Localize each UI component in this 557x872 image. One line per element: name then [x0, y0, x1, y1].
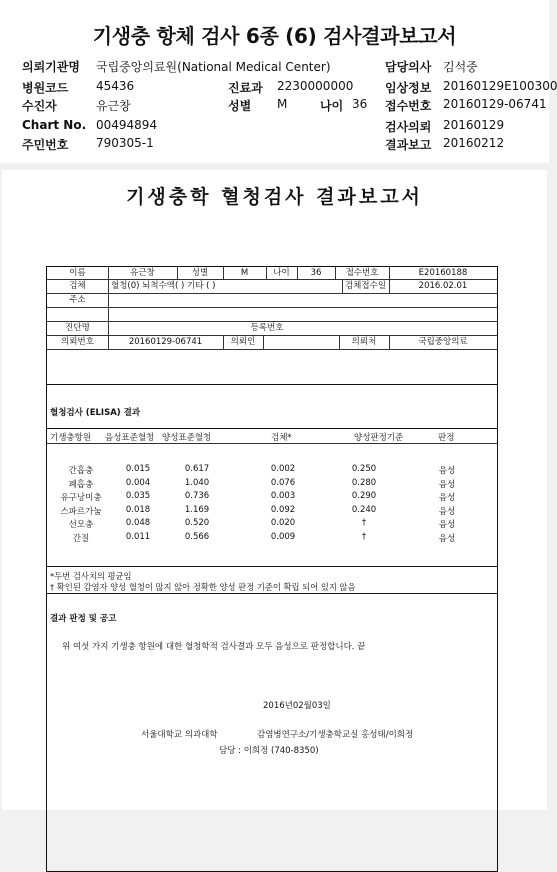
institute-signature: 감염병연구소/기생충학교실 홍성태/이희정	[257, 730, 414, 740]
age-label: 나이	[273, 268, 290, 278]
specimen-value: 혈청(0) 뇌척수액( ) 기타 ( )	[111, 281, 216, 291]
report-date-label: 결과보고	[385, 138, 432, 152]
request-number-value: 20160129-06741	[128, 337, 203, 347]
department-label: 진료과	[228, 81, 263, 95]
report-header-panel	[0, 0, 557, 163]
cell-neg: 0.015	[125, 464, 151, 474]
report-date-value: 20160212	[443, 136, 505, 150]
cell-name: 유구낭미충	[60, 493, 102, 504]
cell-sample: 0.009	[270, 532, 296, 542]
col-cutoff: 양성판정기준	[354, 433, 404, 443]
resident-number-value: 790305-1	[96, 136, 154, 150]
cell-cutoff: 0.240	[351, 504, 377, 515]
cell-result: 음성	[438, 534, 456, 544]
clinical-info-label: 임상정보	[385, 81, 432, 95]
request-date-label: 검사의뢰	[385, 120, 432, 134]
contact: 담당 : 이희정 (740-8350)	[219, 746, 319, 756]
patient-label: 수진자	[22, 99, 57, 113]
col-positive-control: 양성표준혈청	[162, 433, 212, 443]
clinical-info-value: 20160129E100300	[443, 79, 557, 93]
cell-pos: 0.566	[184, 532, 210, 542]
cell-neg: 0.035	[125, 491, 151, 502]
cell-sample: 0.020	[270, 518, 296, 529]
cell-sample: 0.076	[270, 477, 296, 488]
institution-value: 국립중앙의료원(National Medical Center)	[96, 60, 331, 74]
cell-name: 폐흡충	[68, 479, 94, 490]
receipt-number-label: 접수번호	[385, 99, 432, 113]
cell-cutoff: 0.290	[351, 491, 377, 502]
elisa-section-title: 혈청검사 (ELISA) 결과	[50, 408, 141, 418]
cell-cutoff: 0.250	[351, 464, 377, 474]
organization: 서울대학교 의과대학	[141, 730, 218, 740]
col-specimen: 검체*	[271, 433, 292, 443]
report-date: 2016년02월03일	[263, 701, 331, 711]
cell-neg: 0.011	[125, 532, 151, 542]
cell-pos: 1.169	[184, 504, 210, 515]
cell-pos: 0.736	[184, 491, 210, 502]
hospital-code-value: 45436	[96, 79, 135, 93]
cell-result: 음성	[438, 506, 456, 517]
cell-result: 음성	[438, 493, 456, 504]
hospital-code-label: 병원코드	[22, 81, 69, 95]
doctor-value: 김석중	[443, 60, 478, 74]
request-place-label: 의뢰처	[351, 337, 377, 347]
sex-label: 성별	[191, 268, 209, 278]
cell-neg: 0.018	[125, 504, 151, 515]
age-value: 36	[352, 97, 368, 111]
name-label: 이름	[69, 268, 86, 278]
request-date-value: 20160129	[443, 118, 505, 132]
cell-pos: 0.520	[184, 518, 210, 529]
specimen-label: 검체	[69, 281, 86, 291]
age-value: 36	[310, 268, 322, 278]
cell-pos: 1.040	[184, 477, 210, 488]
cell-name: 선모충	[68, 520, 94, 531]
conclusion-text: 위 여섯 가지 기생충 항원에 대한 혈청학적 검사결과 모두 음성으로 판정합니다. 끝	[62, 642, 366, 652]
document-title: 기생충 항체 검사 6종 (6) 검사결과보고서	[92, 24, 457, 48]
cell-sample: 0.092	[270, 504, 296, 515]
cell-result: 음성	[438, 520, 456, 531]
cell-result: 음성	[438, 466, 456, 476]
cell-cutoff: †	[361, 532, 367, 542]
specimen-date-label: 검체접수일	[344, 281, 387, 291]
cell-neg: 0.004	[125, 477, 151, 488]
department-value: 2230000000	[277, 79, 354, 93]
chart-number-label: Chart No.	[22, 118, 87, 132]
name-value: 유근창	[130, 268, 155, 278]
sex-label: 성별	[228, 99, 252, 113]
patient-value: 유근창	[96, 99, 131, 113]
receipt-number-label: 접수번호	[345, 268, 379, 278]
age-label: 나이	[320, 99, 344, 113]
footnote-average: *두번 검사치의 평균임	[50, 571, 132, 581]
doctor-label: 담당의사	[385, 60, 432, 74]
cell-name: 간질	[72, 534, 90, 544]
receipt-number-value: 20160129-06741	[443, 97, 547, 111]
registration-number-label: 등록번호	[250, 323, 284, 333]
address-label: 주소	[69, 295, 86, 305]
cell-sample: 0.002	[270, 464, 296, 474]
cell-name: 간흡충	[68, 466, 94, 476]
receipt-number-value: E20160188	[418, 268, 468, 278]
conclusion-title: 결과 판정 및 공고	[50, 614, 117, 624]
col-antigen: 기생충항원	[50, 433, 92, 443]
sex-value: M	[240, 268, 249, 278]
cell-cutoff: 0.280	[351, 477, 377, 488]
chart-number-value: 00494894	[96, 118, 158, 132]
cell-neg: 0.048	[125, 518, 151, 529]
diagnosis-label: 진단명	[65, 323, 90, 333]
request-number-label: 의뢰번호	[61, 337, 94, 347]
sex-value: M	[277, 97, 288, 111]
cell-name: 스파르가눔	[60, 506, 102, 517]
institution-label: 의뢰기관명	[22, 60, 80, 74]
report-table	[46, 266, 498, 872]
report-title: 기생충학 혈청검사 결과보고서	[126, 186, 423, 208]
request-place-value: 국립중앙의료	[418, 337, 468, 347]
cell-cutoff: †	[361, 518, 367, 529]
resident-number-label: 주민번호	[22, 138, 69, 152]
col-result: 판정	[438, 433, 455, 443]
cell-sample: 0.003	[270, 491, 296, 502]
scanned-report-page	[2, 170, 547, 810]
cell-pos: 0.617	[184, 464, 210, 474]
col-negative-control: 음성표준혈청	[105, 433, 155, 443]
requester-label: 의뢰인	[230, 337, 256, 347]
footnote-cutoff: † 확인된 감염자 양성 혈청이 많지 않아 정확한 양성 판정 기준이 확립 되어 있지 않음	[50, 582, 356, 592]
specimen-date-value: 2016.02.01	[418, 281, 468, 291]
cell-result: 음성	[438, 479, 456, 490]
